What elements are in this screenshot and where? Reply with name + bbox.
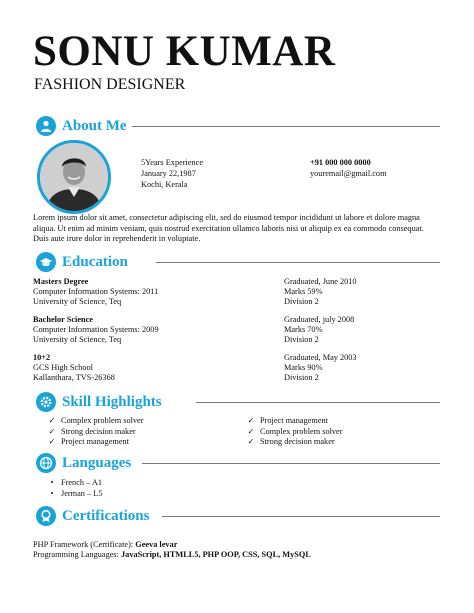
programming-languages-line (33, 550, 311, 560)
skill-item: ✓ Strong decision maker (48, 426, 136, 436)
edu-1-division: Division 2 (284, 297, 319, 306)
email-text: youremail@gmail.com (310, 169, 387, 178)
checkmark-icon: ✓ (48, 437, 56, 446)
edu-3-field: GCS High School (33, 363, 93, 372)
edu-3-degree: 10+2 (33, 353, 51, 362)
edu-1-school: University of Science, Teq (33, 297, 122, 306)
profile-photo (37, 140, 111, 214)
location-text: Kochi, Kerala (141, 180, 188, 189)
section-divider (132, 126, 440, 127)
edu-1-field: Computer Information Systems: 2011 (33, 287, 159, 296)
dob-text: January 22,1987 (141, 169, 196, 178)
award-icon (36, 506, 56, 526)
certificate-line (33, 540, 177, 550)
edu-1-marks: Marks 59% (284, 287, 323, 296)
bullet-icon: • (50, 488, 54, 498)
graduation-cap-icon (36, 252, 56, 272)
programming-languages-label: Programming Languages: (33, 550, 122, 559)
edu-2-marks: Marks 70% (284, 325, 323, 334)
skill-item: ✓ Project management (247, 416, 328, 425)
certificate-value: Geeva levar (135, 540, 178, 549)
edu-1-degree: Masters Degree (33, 277, 89, 286)
checkmark-icon: ✓ (48, 416, 56, 425)
experience-text: 5Years Experience (141, 158, 204, 167)
edu-3-marks: Marks 90% (284, 363, 323, 372)
section-divider (196, 402, 440, 403)
checkmark-icon: ✓ (247, 416, 255, 425)
certificate-label: PHP Framework (Certificate): (33, 540, 136, 549)
section-divider (156, 262, 440, 263)
skills-title: Skill Highlights (62, 394, 162, 410)
section-divider (162, 516, 440, 517)
skills-list-left (47, 416, 144, 448)
candidate-name: SONU KUMAR (33, 28, 336, 75)
globe-icon (36, 453, 56, 473)
bullet-icon: • (50, 478, 54, 487)
edu-2-division: Division 2 (284, 335, 319, 344)
language-item: • Jerman – L5 (47, 489, 102, 500)
languages-title: Languages (62, 455, 132, 471)
skill-item: ✓ Project management (48, 437, 129, 446)
programming-languages-value: JavaScript, HTMLL5, PHP OOP, CSS, SQL, MySQL (121, 550, 311, 559)
gear-icon (36, 392, 56, 412)
checkmark-icon: ✓ (48, 426, 56, 436)
skill-item: ✓ Complex problem solver (48, 416, 144, 425)
edu-3-school: Kallanthara, TVS-26368 (33, 373, 115, 382)
edu-2-school: University of Science, Teq (33, 335, 122, 344)
languages-section-header (36, 453, 440, 475)
candidate-role: FASHION DESIGNER (34, 76, 186, 93)
phone-text: +91 000 000 0000 (310, 158, 371, 167)
about-title: About Me (62, 118, 127, 134)
skills-list-right (246, 416, 343, 448)
languages-list (47, 478, 102, 499)
education-section-header (36, 252, 440, 274)
certifications-title: Certifications (62, 508, 150, 524)
about-summary: Lorem ipsum dolor sit amet, consectetur adipiscing elit, sed do eiusmod tempor incididunt ut labore et dolore magna aliqua. Ut enim ad minim veniam, quis nostrud exercitation ullamco laboris nisi ut aliquip ex ea commodo consequat. Duis aute irure dolor in reprehenderit in voluptate. (33, 213, 424, 243)
edu-2-field: Computer Information Systems: 2009 (33, 325, 159, 334)
language-item: • French – A1 (47, 478, 102, 489)
edu-2-degree: Bachelor Science (33, 315, 93, 324)
checkmark-icon: ✓ (247, 437, 255, 446)
edu-1-graduated: Graduated, June 2010 (284, 277, 357, 286)
edu-3-graduated: Graduated, May 2003 (284, 353, 357, 362)
edu-2-graduated: Graduated, july 2008 (284, 315, 355, 324)
edu-3-division: Division 2 (284, 373, 319, 382)
skills-section-header (36, 392, 440, 414)
about-section-header (36, 116, 440, 138)
section-divider (142, 463, 440, 464)
certifications-section-header (36, 506, 440, 528)
education-title: Education (62, 254, 128, 270)
skill-item: ✓ Complex problem solver (247, 426, 343, 436)
person-icon (36, 116, 56, 136)
skill-item: ✓ Strong decision maker (247, 437, 335, 446)
checkmark-icon: ✓ (247, 426, 255, 436)
